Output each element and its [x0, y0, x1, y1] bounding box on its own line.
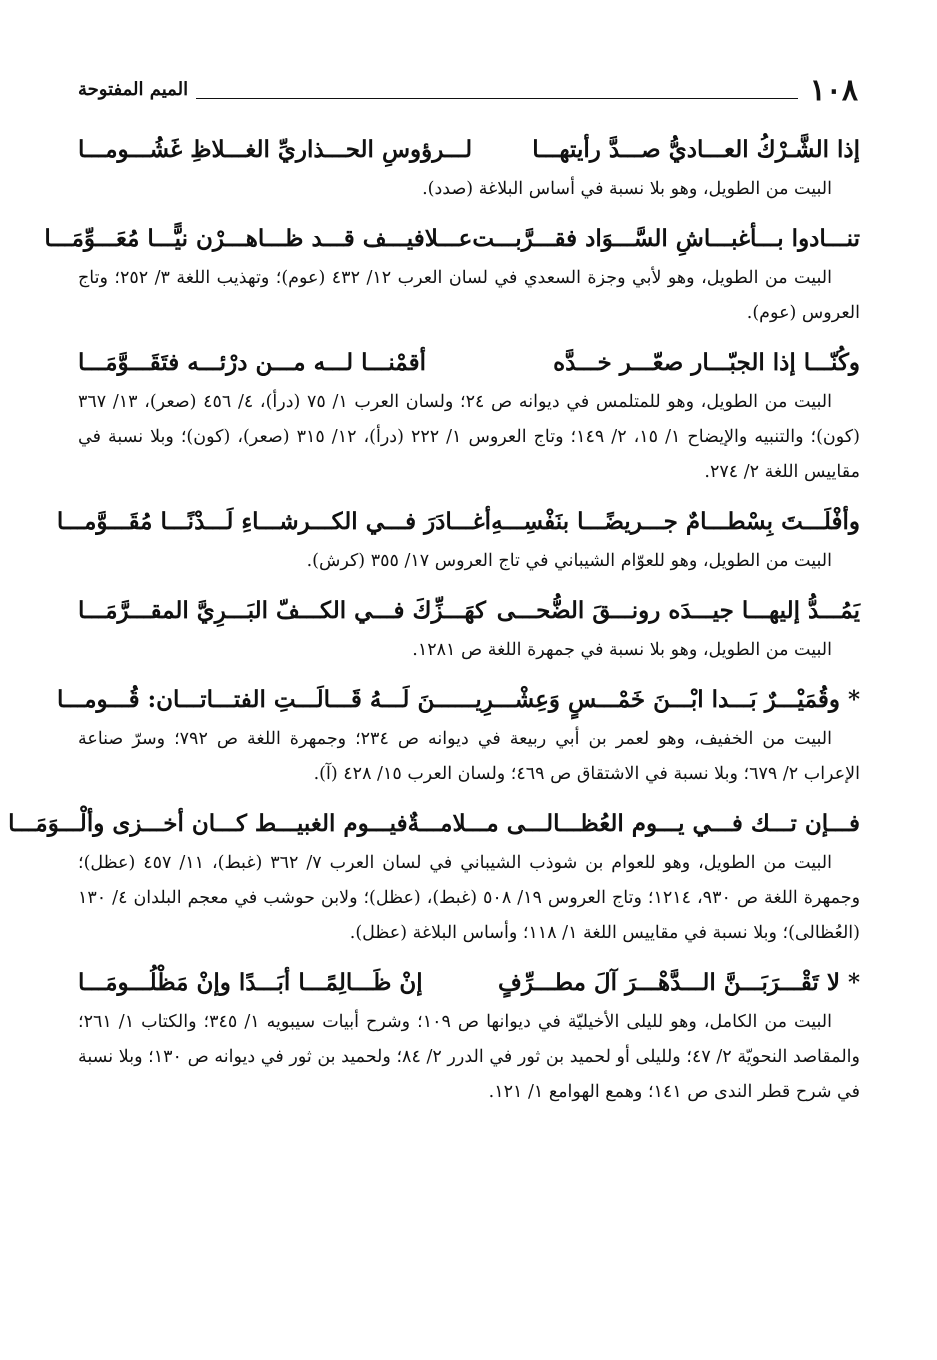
second-hemistich: ـــنَ لَـــهُ قَـــالَـــتِ الفتـــاتـــان: قُـــومـــا [57, 686, 456, 713]
verse-line [78, 341, 860, 385]
second-hemistich: أقمْنـــا لـــه مـــن درْئـــه فتَقَـــوَّمَـــا [78, 349, 426, 376]
source-note: البيت من الكامل، وهو لليلى الأخيليّة في ديوانها ص ١٠٩؛ وشرح أبيات سيبويه ١/ ٣٤٥؛ والكتاب ١/ ٢٦١؛ والمقاصد النحويّة ٢/ ٤٧؛ ولليلى أو لحميد بن ثور في الدرر ٢/ ٨٤؛ ولحميد بن ثور في ديوانه ص ١٣٠؛ وبلا نسبة في شرح قطر الندى ص ١٤١؛ وهمع الهوامع ١/ ١٢١. [78, 1012, 860, 1102]
source-note: البيت من الطويل، وهو بلا نسبة في أساس البلاغة (صدد). [422, 179, 832, 199]
source-note: البيت من الخفيف، وهو لعمر بن أبي ربيعة في ديوانه ص ٢٣٤؛ وجمهرة اللغة ص ٧٩٢؛ وسرّ صناعة الإعراب ٢/ ٦٧٩؛ وبلا نسبة في الاشتقاق ص ٤٦٩؛ ولسان العرب ١٥/ ٤٢٨ (آ). [78, 729, 860, 784]
verse-entry [78, 128, 860, 207]
first-hemistich: وأفْلَـــتَ بِسْطـــامٌ جـــريضًـــا بنَفْسِـــهِ [491, 508, 860, 535]
first-hemistich: * وقُمَيْـــرٌ بَـــدا ابْـــنَ خَمْـــسٍ وَعِشْـــرِيـــ [455, 686, 860, 713]
second-hemistich: عـــلافيـــف قـــد ظـــاهـــرْن نيًّـــا مُعَـــوِّمَـــا [44, 225, 473, 252]
verse-entry [78, 341, 860, 490]
source-note: البيت من الطويل، وهو للمتلمس في ديوانه ص ٢٤؛ ولسان العرب ١/ ٧٥ (درأ)، ٤/ ٤٥٦ (صعر)، ١٣/ ٣٦٧ (كون)؛ والتنبيه والإيضاح ١/ ١٥، ٢/ ١٤٩؛ وتاج العروس ١/ ٢٢٢ (درأ)، ١٢/ ٣١٥ (صعر)، (كون)؛ وبلا نسبة في مقاييس اللغة ٢/ ٢٧٤. [78, 392, 860, 482]
source-note: البيت من الطويل، وهو للعوام بن شوذب الشيباني في لسان العرب ٧/ ٣٦٢ (غبط)، ١١/ ٤٥٧ (عظل)؛ وجمهرة اللغة ص ٩٣٠، ١٢١٤؛ وتاج العروس ١٩/ ٥٠٨ (غبط)، (عظل)؛ ولابن حوشب في معجم البلدان ٤/ ١٣٠ (العُظالى)؛ وبلا نسبة في مقاييس اللغة ١/ ١١٨؛ وأساس البلاغة (عظل). [78, 853, 861, 943]
verse-line [78, 589, 860, 633]
first-hemistich: يَمُـــدُّ إليهـــا جيـــدَه رونـــقَ الضُّحـــى [496, 597, 860, 624]
verse-line [8, 802, 860, 846]
second-hemistich: فيـــوم الغبيـــط كـــان أخـــزى وألْـــوَمَـــا [8, 810, 408, 837]
first-hemistich: فـــإن تـــك فـــي يـــوم العُظـــالـــى مـــلامـــةٌ [407, 810, 860, 837]
second-hemistich: أغـــادَرَ فـــي الكـــرشـــاءِ لَـــدْنًـــا مُقَـــوَّمـــا [56, 508, 492, 535]
verse-line [57, 678, 860, 722]
verse-entry [8, 802, 861, 951]
page-number: ١٠٨ [809, 73, 858, 108]
first-hemistich: وكُنّـــا إذا الجبّـــار صعّـــر خـــدَّه [553, 349, 860, 376]
verse-entry [78, 961, 860, 1110]
verse-line [44, 217, 860, 261]
verse-entry [57, 678, 860, 792]
second-hemistich: لـــرؤوسِ الحـــذاريِّ الغـــلاظِ غَشُـــومـــا [78, 136, 473, 163]
verse-line [78, 128, 860, 172]
header-rule [196, 98, 798, 99]
running-title: الميم المفتوحة [78, 79, 189, 100]
first-hemistich: إذا الشَّـرْكُ العـــاديُّ صـــدَّ رأيتهـــا [532, 136, 860, 163]
verse-line [56, 500, 860, 544]
source-note: البيت من الطويل، وهو لأبي وجزة السعدي في لسان العرب ١٢/ ٤٣٢ (عوم)؛ وتهذيب اللغة ٣/ ٢٥٢؛ وتاج العروس (عوم). [78, 268, 860, 323]
verse-line [78, 961, 860, 1005]
verse-entry [56, 500, 860, 579]
verse-entry [78, 589, 860, 668]
source-note: البيت من الطويل، وهو بلا نسبة في جمهرة اللغة ص ١٢٨١. [412, 640, 832, 660]
second-hemistich: إنْ ظَـــالِمًـــا أبَـــدًا وإنْ مَظْلُـــومَـــا [78, 969, 423, 996]
page-header [78, 74, 858, 108]
verse-entry [44, 217, 860, 331]
second-hemistich: كهَـــزِّكَ فـــي الكـــفّ البَـــرِيَّ المقـــرَّمَـــا [78, 597, 486, 624]
first-hemistich: * لا تَقْـــرَبَـــنَّ الـــدَّهْـــرَ آلَ مطـــرِّفٍ [497, 969, 860, 996]
source-note: البيت من الطويل، وهو للعوّام الشيباني في تاج العروس ١٧/ ٣٥٥ (كرش). [306, 551, 832, 571]
verse-entries [8, 128, 861, 1120]
first-hemistich: تنـــادوا بـــأغبـــاشِ السَّـــوَاد فقـــرَّبـــت [472, 225, 860, 252]
